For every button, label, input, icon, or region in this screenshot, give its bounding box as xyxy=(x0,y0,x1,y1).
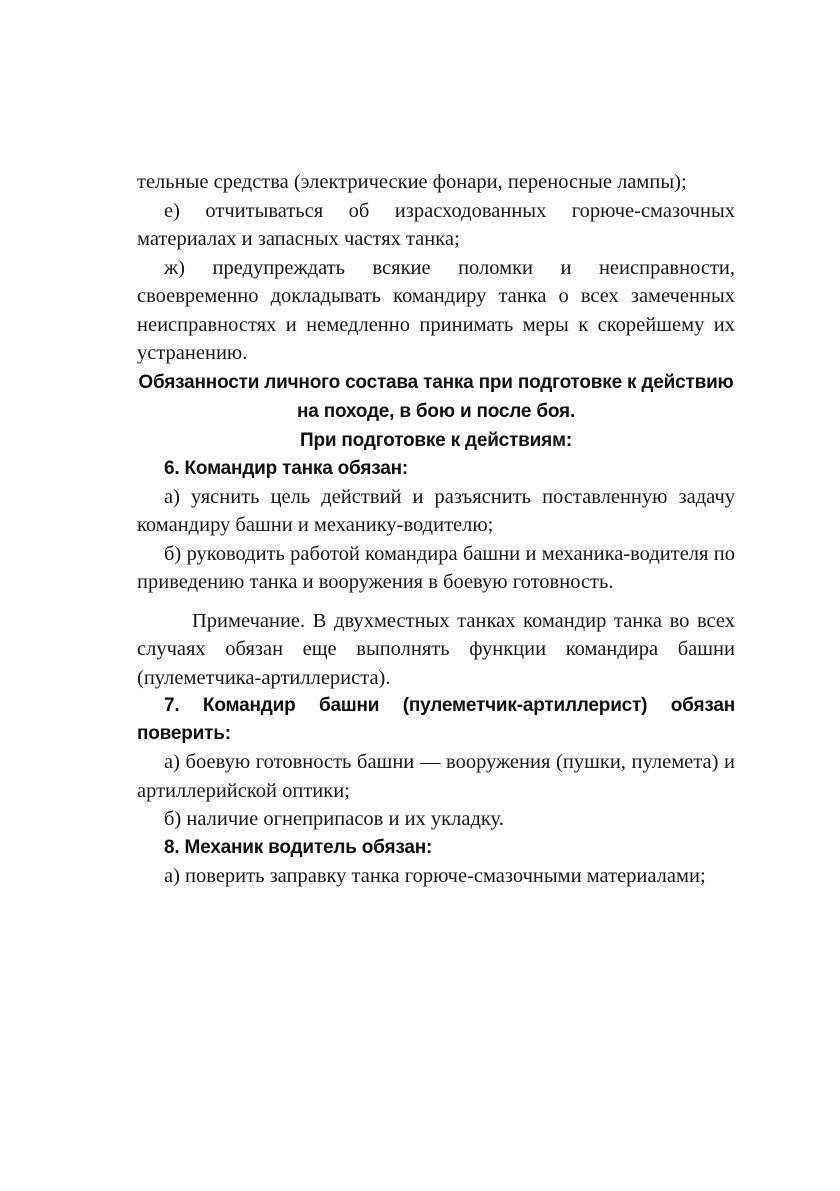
item-zh: ж) предупреждать всякие поломки и неисправности, своевременно докладывать командиру танка о всех замеченных неисправностях и немедленно принимать меры к скорейшему их устранению. xyxy=(137,256,735,364)
item-e: е) отчитываться об израсходованных горюче-смазочных материалах и запасных частях танка; xyxy=(137,199,735,250)
subheading: При подготовке к действиям: xyxy=(299,429,572,451)
clause-6-item-a: а) уяснить цель действий и разъяснить поставленную задачу командиру башни и механику-водителю; xyxy=(137,485,735,536)
section-title: Обязанности личного состава танка при подготовке к действию на походе, в бою и после боя. xyxy=(138,371,734,422)
page-content xyxy=(137,168,735,890)
note-block xyxy=(137,607,735,693)
note-text: В двухместных танках командир танка во всех случаях обязан еще выполнять функции командира башни (пулеметчика-артиллериста). xyxy=(137,609,735,689)
paragraph-continued: тельные средства (электрические фонари, переносные лампы); xyxy=(137,171,687,193)
note-label: Примечание. xyxy=(192,609,306,632)
clause-8-item-a: а) поверить заправку танка горюче-смазочными материалами; xyxy=(164,864,706,887)
clause-7-title: 7. Командир башни (пулеметчик-артиллерист) обязан поверить: xyxy=(137,695,735,744)
clause-7-item-a: а) боевую готовность башни — вооружения (пушки, пулемета) и артиллерийской оптики; xyxy=(137,751,735,802)
clause-6-title: 6. Командир танка обязан: xyxy=(164,457,408,479)
note-paragraph xyxy=(137,607,735,693)
clause-7-item-b: б) наличие огнеприпасов и их укладку. xyxy=(164,808,504,830)
clause-6-item-b: б) руководить работой командира башни и механика-водителя по приведению танка и вооружения в боевую готовность. xyxy=(137,542,735,593)
clause-8-title: 8. Механик водитель обязан: xyxy=(164,836,433,858)
